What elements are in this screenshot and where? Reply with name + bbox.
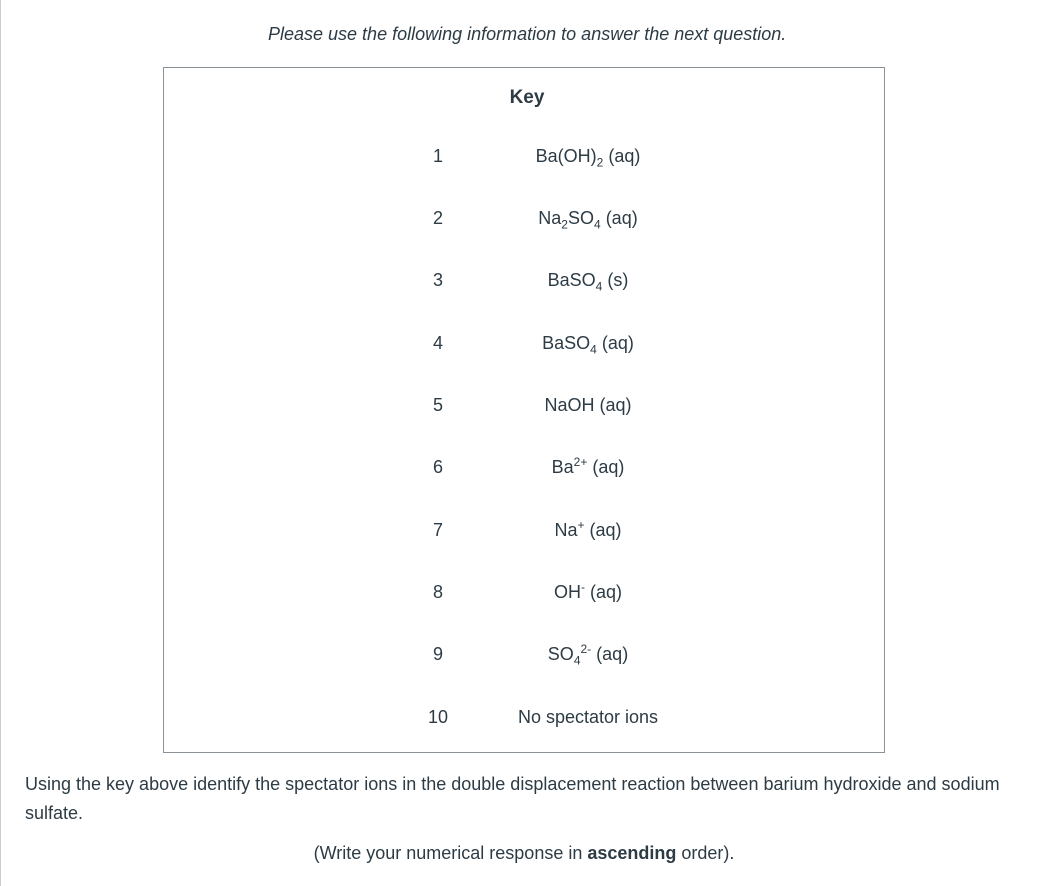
key-row — [0, 644, 1048, 670]
key-row — [0, 208, 1048, 234]
key-row — [0, 520, 1048, 546]
key-row-number: 6 — [432, 457, 443, 477]
key-row-species: BaSO$_4$ (s) — [547, 270, 629, 294]
key-row-number: 2 — [432, 208, 443, 228]
key-row-number: 3 — [432, 270, 443, 290]
response-instruction: (Write your numerical response in ascending order). — [313, 843, 735, 863]
key-row-species: No spectator ions — [517, 707, 659, 727]
key-row-number: 9 — [432, 644, 443, 664]
key-row — [0, 333, 1048, 359]
key-row-species: Na+ (aq) — [554, 518, 622, 540]
key-row-number: 7 — [432, 520, 443, 540]
key-row-species: $Ba(OH)_2$ (aq) — [535, 146, 641, 170]
key-row — [0, 146, 1048, 172]
intro-text: Please use the following information to answer the next question. — [268, 24, 787, 44]
key-row-number: 1 — [432, 146, 443, 166]
key-row — [0, 457, 1048, 483]
instruction-emphasis: ascending — [587, 843, 677, 863]
key-row-species: $Ba^{2+}$ (aq) — [551, 455, 625, 477]
key-row-species: NaOH (aq) — [544, 395, 632, 415]
key-row — [0, 707, 1048, 733]
key-title-label: Key — [509, 87, 545, 108]
key-row-number: 8 — [432, 582, 443, 602]
key-title — [0, 87, 1048, 109]
key-row — [0, 395, 1048, 421]
key-row-number: 10 — [427, 707, 449, 727]
key-row-species: BaSO$_4$ (aq) — [542, 333, 634, 357]
key-row — [0, 270, 1048, 296]
key-row-species: $Na_2SO_4$ (aq) — [538, 208, 638, 232]
key-row-number: 4 — [432, 333, 443, 353]
left-border — [0, 0, 1, 886]
key-row-species: $SO_4^{2-}$ (aq) — [547, 642, 629, 668]
key-row-number: 5 — [432, 395, 443, 415]
key-row — [0, 582, 1048, 608]
question-text: Using the key above identify the spectator ions in the double displacement reaction between barium hydroxide and sodium sulfate. — [25, 774, 1000, 823]
key-row-species: OH- (aq) — [553, 580, 622, 602]
